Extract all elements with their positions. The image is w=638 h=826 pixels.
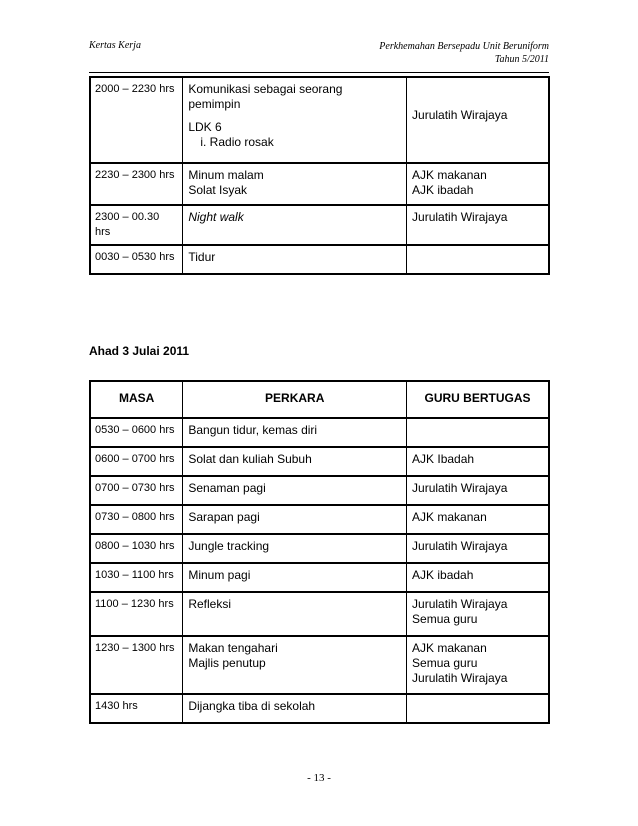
guru-line: Jurulatih Wirajaya [412, 539, 508, 553]
table-row [90, 636, 549, 694]
header-right [289, 40, 549, 66]
masa-cell: 1430 hrs [90, 694, 183, 723]
table-row [90, 534, 549, 563]
guru-line: AJK Ibadah [412, 452, 475, 466]
table-row [90, 163, 549, 205]
table-row [90, 592, 549, 636]
table-row [90, 245, 549, 274]
perkara-line: Dijangka tiba di sekolah [188, 699, 316, 713]
spacer [188, 112, 401, 120]
perkara-cell [183, 534, 407, 563]
table-row [90, 694, 549, 723]
guru-cell [407, 245, 549, 274]
perkara-cell [183, 636, 407, 694]
perkara-line: Minum pagi [188, 568, 251, 582]
perkara-cell [183, 694, 407, 723]
guru-line: Jurulatih Wirajaya [412, 671, 508, 685]
masa-cell: 1230 – 1300 hrs [90, 636, 183, 694]
perkara-cell [183, 447, 407, 476]
table-row [90, 563, 549, 592]
masa-cell: 0600 – 0700 hrs [90, 447, 183, 476]
section-title: Ahad 3 Julai 2011 [89, 344, 190, 358]
guru-line: AJK makanan [412, 168, 487, 182]
perkara-line: Sarapan pagi [188, 510, 260, 524]
guru-line: AJK ibadah [412, 183, 474, 197]
perkara-line: i. Radio rosak [200, 135, 274, 149]
masa-cell: 1030 – 1100 hrs [90, 563, 183, 592]
perkara-cell [183, 505, 407, 534]
masa-cell: 0800 – 1030 hrs [90, 534, 183, 563]
perkara-line: LDK 6 [188, 120, 222, 134]
perkara-line: Jungle tracking [188, 539, 270, 553]
perkara-line: Komunikasi sebagai seorang [188, 82, 343, 96]
table-row [90, 447, 549, 476]
guru-cell [407, 77, 549, 163]
guru-line: Semua guru [412, 656, 478, 670]
perkara-line: Solat dan kuliah Subuh [188, 452, 312, 466]
header-left: Kertas Kerja [89, 40, 141, 51]
masa-cell: 1100 – 1230 hrs [90, 592, 183, 636]
guru-line: AJK makanan [412, 510, 487, 524]
page-number: - 13 - [307, 772, 331, 784]
perkara-cell [183, 163, 407, 205]
perkara-line: Bangun tidur, kemas diri [188, 423, 318, 437]
header-right-line2: Tahun 5/2011 [494, 54, 549, 65]
perkara-cell [183, 77, 407, 163]
perkara-cell: Tidur [183, 245, 407, 274]
table-row [90, 476, 549, 505]
guru-cell [407, 505, 549, 534]
header-masa: MASA [90, 381, 183, 418]
masa-cell: 0700 – 0730 hrs [90, 476, 183, 505]
guru-cell [407, 636, 549, 694]
perkara-line: Minum malam [188, 168, 264, 182]
guru-line: AJK ibadah [412, 568, 474, 582]
guru-cell [407, 476, 549, 505]
guru-line: Jurulatih Wirajaya [412, 108, 508, 122]
header-guru: GURU BERTUGAS [407, 381, 549, 418]
perkara-cell: Night walk [183, 205, 407, 245]
perkara-cell [183, 592, 407, 636]
masa-cell: 0530 – 0600 hrs [90, 418, 183, 447]
masa-cell: 2230 – 2300 hrs [90, 163, 183, 205]
table-row [90, 505, 549, 534]
header-rule [89, 72, 549, 73]
perkara-cell [183, 418, 407, 447]
perkara-line: Refleksi [188, 597, 232, 611]
schedule-table-2 [89, 380, 550, 724]
header-right-line1: Perkhemahan Bersepadu Unit Beruniform [379, 41, 549, 52]
guru-cell [407, 592, 549, 636]
masa-cell: 0730 – 0800 hrs [90, 505, 183, 534]
guru-line: Jurulatih Wirajaya [412, 481, 508, 495]
spacer [412, 82, 543, 108]
perkara-line: Solat Isyak [188, 183, 248, 197]
table-row [90, 205, 549, 245]
table-row [90, 77, 549, 163]
guru-cell [407, 694, 549, 723]
table-header-row [90, 381, 549, 418]
header-perkara: PERKARA [183, 381, 407, 418]
perkara-cell [183, 476, 407, 505]
schedule-table-1 [89, 76, 550, 275]
perkara-cell [183, 563, 407, 592]
perkara-line: Majlis penutup [188, 656, 266, 670]
perkara-line: pemimpin [188, 97, 241, 111]
masa-cell: 2300 – 00.30 hrs [90, 205, 183, 245]
guru-line: AJK makanan [412, 641, 487, 655]
guru-cell [407, 447, 549, 476]
guru-cell [407, 163, 549, 205]
masa-cell: 0030 – 0530 hrs [90, 245, 183, 274]
guru-cell [407, 534, 549, 563]
guru-cell [407, 418, 549, 447]
guru-cell: Jurulatih Wirajaya [407, 205, 549, 245]
masa-cell: 2000 – 2230 hrs [90, 77, 183, 163]
table-row [90, 418, 549, 447]
guru-cell [407, 563, 549, 592]
guru-line: Jurulatih Wirajaya [412, 597, 508, 611]
perkara-line: Senaman pagi [188, 481, 266, 495]
guru-line: Semua guru [412, 612, 478, 626]
perkara-line: Makan tengahari [188, 641, 278, 655]
